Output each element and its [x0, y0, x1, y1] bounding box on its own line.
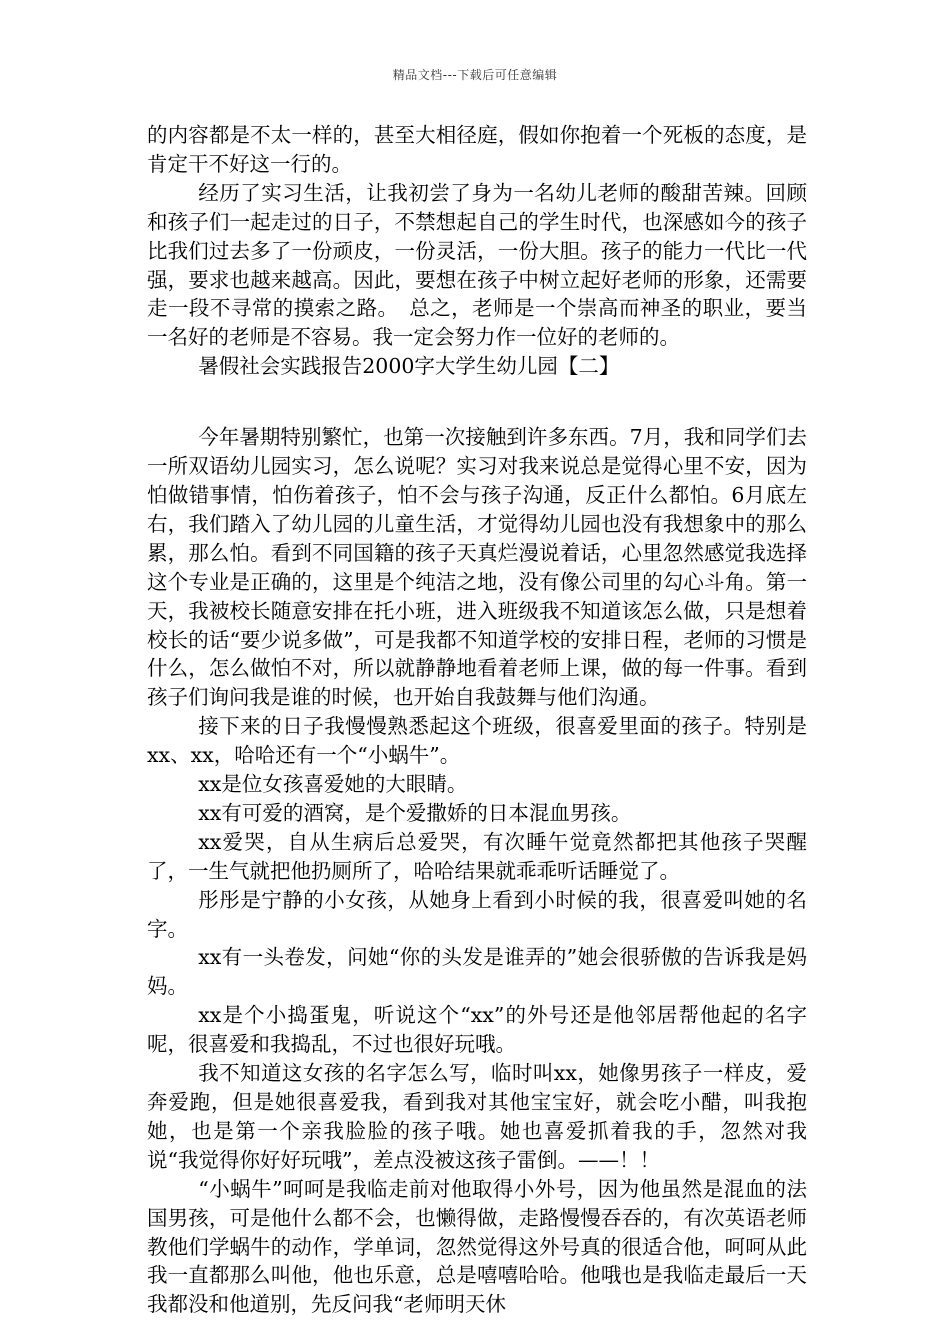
paragraph: 的内容都是不太一样的，甚至大相径庭，假如你抱着一个死板的态度，是肯定干不好这一行的。 — [147, 123, 807, 176]
paragraph: 彤彤是宁静的小女孩，从她身上看到小时候的我，很喜爱叫她的名字。 — [147, 887, 807, 941]
paragraph: xx有可爱的酒窝，是个爱撒娇的日本混血男孩。 — [198, 800, 632, 825]
paragraph: “小蜗牛”呵呵是我临走前对他取得小外号，因为他虽然是混血的法国男孩，可是他什么都不会，也懒得做，走路慢慢吞吞的，有次英语老师教他们学蜗牛的动作，学单词，忽然觉得这外号真的很适合他，呵呵从此我一直都那么叫他，他也乐意，总是嘻嘻哈哈。他哦也是我临走最后一天我都没和他道别，先反问我“老师明天休 — [147, 1176, 807, 1317]
paragraph: xx有一头卷发，问她“你的头发是谁弄的”她会很骄傲的告诉我是妈妈。 — [147, 945, 807, 999]
paragraph: xx是个小捣蛋鬼，听说这个“xx”的外号还是他邻居帮他起的名字呢，很喜爱和我捣乱，不过也很好玩哦。 — [147, 1003, 807, 1057]
document-body — [147, 121, 807, 1319]
paragraph: 我不知道这女孩的名字怎么写，临时叫xx，她像男孩子一样皮，爱奔爱跑，但是她很喜爱我，看到我对其他宝宝好，就会吃小醋，叫我抱她，也是第一个亲我脸脸的孩子哦。她也喜爱抓着我的手，忽然对我说“我觉得你好好玩哦”，差点没被这孩子雷倒。——！！ — [147, 1061, 807, 1172]
page-header: 精品文档---下载后可任意编辑 — [392, 68, 558, 82]
paragraph: 今年暑期特别繁忙，也第一次接触到许多东西。7月，我和同学们去一所双语幼儿园实习，怎么说呢？实习对我来说总是觉得心里不安，因为怕做错事情，怕伤着孩子，怕不会与孩子沟通，反正什么都怕。6月底左右，我们踏入了幼儿园的儿童生活，才觉得幼儿园也没有我想象中的那么累，那么怕。看到不同国籍的孩子天真烂漫说着话，心里忽然感觉我选择这个专业是正确的，这里是个纯洁之地，没有像公司里的勾心斗角。第一天，我被校长随意安排在托小班，进入班级我不知道该怎么做，只是想着校长的话“要少说多做”，可是我都不知道学校的安排日程，老师的习惯是什么，怎么做怕不对，所以就静静地看着老师上课，做的每一件事。看到孩子们询问我是谁的时候，也开始自我鼓舞与他们沟通。 — [147, 425, 807, 710]
paragraph: 接下来的日子我慢慢熟悉起这个班级，很喜爱里面的孩子。特别是xx、xx，哈哈还有一个“小蜗牛”。 — [147, 714, 807, 768]
paragraph: xx爱哭，自从生病后总爱哭，有次睡午觉竟然都把其他孩子哭醒了，一生气就把他扔厕所了，哈哈结果就乖乖听话睡觉了。 — [147, 829, 807, 883]
spacer — [147, 381, 807, 423]
paragraph: 经历了实习生活，让我初尝了身为一名幼儿老师的酸甜苦辣。回顾和孩子们一起走过的日子，不禁想起自己的学生时代，也深感如今的孩子比我们过去多了一份顽皮，一份灵活，一份大胆。孩子的能力一代比一代强，要求也越来越高。因此，要想在孩子中树立起好老师的形象，还需要走一段不寻常的摸索之路。 总之，老师是一个崇高而神圣的职业，要当一名好的老师是不容易。我一定会努力作一位好的老师的。 — [147, 180, 807, 350]
section-heading: 暑假社会实践报告2000字大学生幼儿园【二】 — [198, 354, 620, 379]
paragraph: xx是位女孩喜爱她的大眼睛。 — [198, 772, 468, 797]
